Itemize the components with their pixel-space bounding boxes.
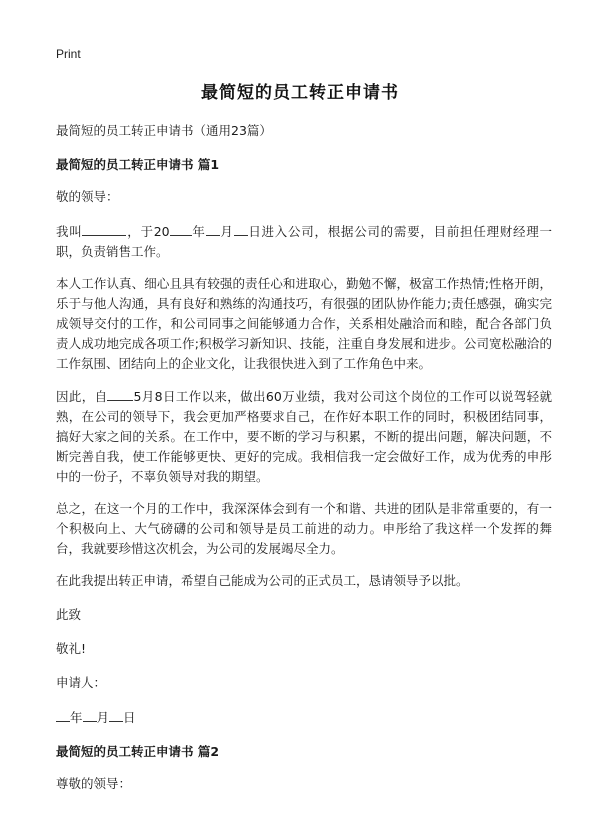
salutation-1: 敬的领导： — [56, 189, 119, 204]
blank-month — [206, 221, 220, 236]
paragraph-summary: 总之，在这一个月的工作中，我深深体会到有一个和谐、共进的团队是非常重要的，有一个积极向上、大气磅礴的公司和领导是员工前进的动力。申彤给了我这样一个发挥的舞台，我就要珍惜这次机会，为公司的发展竭尽全力。 — [56, 501, 552, 556]
paragraph-request: 在此我提出转正申请，希望自己能成为公司的正式员工，恳请领导予以批。 — [56, 573, 469, 588]
closing-line-2: 敬礼! — [56, 641, 87, 656]
document-body — [56, 121, 552, 794]
blank-date-month — [83, 707, 97, 722]
blank-start-year — [107, 386, 133, 401]
paragraph-intro-text-b: ，于20 — [126, 224, 170, 239]
paragraph-performance-text-b: 5月8日工作以来，做出60万业绩，我对公司这个岗位的工作可以说驾轻就熟，在公司的领导下，我会更加严格要求自己，在作好本职工作的同时，积极团结同事，搞好大家之间的关系。在工作中，要不断的学习与积累，不断的提出问题，解决问题，不断完善自我，使工作能够更快、更好的完成。我相信我一定会做好工作，成为优秀的申彤中的一份子，不辜负领导对我的期望。 — [56, 389, 552, 484]
applicant-label: 申请人： — [56, 675, 107, 690]
page-title: 最简短的员工转正申请书 — [201, 83, 399, 103]
blank-date-year — [56, 707, 70, 722]
blank-date-day — [109, 707, 123, 722]
paragraph-intro-text-a: 我叫 — [56, 224, 83, 239]
section-heading-1: 最简短的员工转正申请书 篇1 — [56, 157, 220, 172]
paragraph-intro-text-d: 月 — [219, 224, 234, 239]
blank-year — [170, 221, 192, 236]
paragraph-intro-text-c: 年 — [191, 224, 206, 239]
paragraph-self-evaluation: 本人工作认真、细心且具有较强的责任心和进取心，勤勉不懈，极富工作热情;性格开朗，乐于与他人沟通，具有良好和熟练的沟通技巧，有很强的团队协作能力;责任感强，确实完成领导交付的工作，和公司同事之间能够通力合作，关系相处融洽而和睦，配合各部门负责人成功地完成各项工作;积极学习新知识、技能，注重自身发展和进步。公司宽松融洽的工作氛围、团结向上的企业文化，让我很快进入到了工作角色中来。 — [56, 276, 552, 371]
paragraph-intro — [56, 221, 552, 262]
paragraph-performance-text-a: 因此，自 — [56, 389, 108, 404]
paragraph-performance — [56, 386, 552, 487]
blank-day — [234, 221, 248, 236]
date-day-label: 日 — [123, 710, 136, 725]
blank-name — [82, 221, 126, 236]
section-heading-2: 最简短的员工转正申请书 篇2 — [56, 744, 220, 759]
paragraph-intro-text-e: 日进入公司，根据公司的需要，目前担任理财经理一职，负责销售工作。 — [56, 224, 552, 259]
closing-line-1: 此致 — [56, 607, 82, 622]
salutation-2: 尊敬的领导： — [56, 776, 132, 791]
document-subtitle: 最简短的员工转正申请书（通用23篇） — [56, 123, 272, 138]
date-month-label: 月 — [96, 710, 110, 725]
date-line — [56, 707, 552, 728]
date-year-label: 年 — [70, 710, 83, 725]
print-label: Print — [56, 47, 81, 61]
